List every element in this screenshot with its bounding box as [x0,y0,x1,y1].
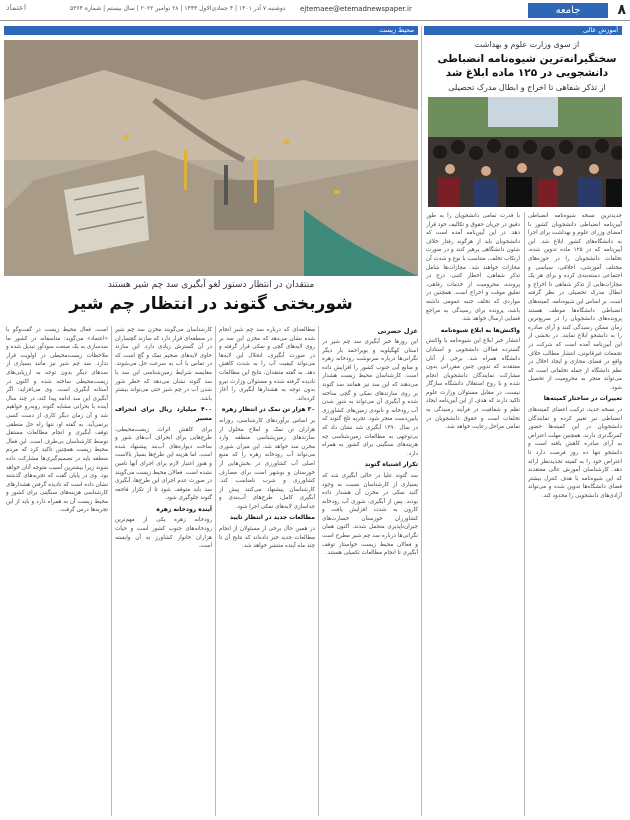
column-divider [318,326,319,816]
students-crowd-photo [428,97,622,207]
right-article-title[interactable]: سختگیرانه‌ترین شیوه‌نامه انضباطی دانشجویی در ۱۲۵ ماده ابلاغ شد [437,53,617,79]
section-tab[interactable]: جامعه [528,3,608,18]
body-text: برای کاهش اثرات زیست‌محیطی، طرح‌هایی برای انحراف آب‌های شور و ساخت دیواره‌های آب‌بند پیشنهاد شده است. اما هزینه این طرح‌ها بسیار بالاست و هنوز اعتبار لازم برای اجرای آنها تامین نشده است. فعالان محیط زیست می‌گویند در صورت عدم اجرای این طرح‌ها، آبگیری سد باید متوقف شود تا از تکرار فاجعه گتوند جلوگیری شود. [115,426,212,502]
subhead: ۴۰۰ میلیارد ریال برای انحراف مسیر [115,406,212,422]
body-text: در همین حال برخی از مسئولان از انجام مطالعات جدید خبر داده‌اند که نتایج آن تا چند ماه آینده منتشر خواهد شد. [219,526,315,550]
body-text: سد گتوند علیا در حالی آبگیری شد که بسیاری از کارشناسان نسبت به وجود گنبد نمکی در مخزن آن هشدار داده بودند. پس از آبگیری، شوری آب رودخانه کارون به شدت افزایش یافت و کشاورزان خوزستان خسارت‌های جبران‌ناپذیری متحمل شدند. اکنون همان نگرانی‌ها درباره سد چم شیر مطرح است و فعالان محیط زیست خواستار توقف آبگیری تا انجام مطالعات تکمیلی هستند. [322,472,418,557]
subhead: مطالعات جدید در انتظار تایید [229,514,315,522]
environment-column-2 [219,326,315,816]
body-text: است. فعال محیط زیست در گفت‌وگو با «اعتماد» می‌گوید: متاسفانه در کشور ما سدسازی به یک صنعت سودآور تبدیل شده و ملاحظات زیست‌محیطی در اولویت قرار ندارد. سد چم شیر نیز مانند بسیاری از سدهای دیگر بدون توجه به ارزیابی‌های زیست‌محیطی ساخته شده و اکنون در آستانه آبگیری است. وی می‌افزاید: اگر آبگیری این سد ادامه پیدا کند، در چند سال آینده با بحرانی مشابه گتوند روبه‌رو خواهیم شد و آن زمان دیگر کاری از دست کسی برنمی‌آید. به گفته او، تنها راه حل منطقی توقف آبگیری و انجام مطالعات مستقل توسط کارشناسان بی‌طرف است. این فعال محیط زیست همچنین تاکید کرد که مردم منطقه باید در تصمیم‌گیری‌ها مشارکت داده شوند زیرا بیشترین آسیب متوجه آنان خواهد بود. وی در پایان گفت که تجربه‌های گذشته نشان داده است که نادیده گرفتن هشدارهای کارشناسی هزینه‌های سنگینی برای کشور و محیط زیست آن به همراه دارد و باید از این تجربه‌ها درس گرفت. [6,327,108,514]
strip-education [424,26,622,35]
body-text: رودخانه زهره یکی از مهم‌ترین رودخانه‌های جنوب کشور است و حیات هزاران خانوار کشاورز به آن وابسته است. [115,517,212,550]
environment-column-3 [115,326,212,816]
body-text: جدیدترین نسخه شیوه‌نامه انضباطی آیین‌نامه انضباطی دانشجویان کشور با امضای وزرای علوم و بهداشت برای اجرا به دانشگاه‌های کشور ابلاغ شد. این آیین‌نامه که در ۱۲۵ ماده تدوین شده، تخلفات دانشجویان را در حوزه‌های مختلف آموزشی، اخلاقی، سیاسی و اجتماعی دسته‌بندی کرده و برای هر یک مجازات‌هایی از تذکر شفاهی تا اخراج و ابطال مدرک تحصیلی در نظر گرفته است. بر اساس این شیوه‌نامه، کمیته‌های انضباطی دانشگاه‌ها موظف هستند پرونده‌های دانشجویان را در سریع‌ترین زمان ممکن رسیدگی کنند و آرای صادره را به دانشجو ابلاغ نمایند. در بخشی از این آیین‌نامه آمده است که شرکت در تجمعات غیرقانونی، انتشار مطالب خلاف واقع در فضای مجازی و ایجاد اخلال در نظم دانشگاه از جمله تخلفاتی است که می‌تواند منجر به محرومیت از تحصیل شود. [528,213,622,391]
environment-column-4 [6,326,108,816]
page-header [0,0,630,21]
main-article-kicker: منتقدان در انتظار دستور لغو آبگیری سد چم شیر هستند [107,280,315,290]
strip-environment-label: محیط زیست [378,26,414,34]
right-article-kicker: از سوی وزارت علوم و بهداشت [474,40,580,49]
section-email[interactable]: ejtemaee@etemadnewspaper.ir [300,5,412,13]
right-article-subtitle: از تذکر شفاهی تا اخراج و ابطال مدرک تحصیلی [448,83,606,92]
subhead: ۳۰ هزار تن نمک در انتظار زهره [221,406,315,414]
body-text: کارشناسان می‌گویند مخزن سد چم شیر در منطقه‌ای قرار دارد که سازند گچساران در آن گسترش زیادی دارد. این سازند حاوی لایه‌های ضخیم نمک و گچ است که در تماس با آب به سرعت حل می‌شوند. مقایسه شرایط زمین‌شناسی این سد با سد گتوند نشان می‌دهد که خطر شور شدن آب در چم شیر حتی می‌تواند بیشتر باشد. [115,327,212,402]
column-divider [524,212,525,816]
column-divider [215,326,216,816]
education-column-1 [528,212,622,816]
body-text: با قدرت تمامی دانشجویان را به طور دقیق در جریان حقوق و تکالیف خود قرار دهد. در این آیین‌نامه آمده است که دانشجویان باید از هرگونه رفتار خلاف شئون دانشگاهی پرهیز کنند و در صورت ارتکاب تخلف، متناسب با نوع و شدت آن مجازات خواهند شد. مجازات‌ها شامل تذکر شفاهی، اخطار کتبی، درج در پرونده، محرومیت از خدمات رفاهی، تعلیق موقت و اخراج است. همچنین در مواردی که تخلف جنبه عمومی داشته باشد، پرونده برای رسیدگی به مراجع قضایی ارسال خواهد شد. [426,213,520,323]
body-text: این روزها خبر آبگیری سد چم شیر در استان کهگیلویه و بویراحمد بار دیگر نگرانی‌ها درباره سرنوشت رودخانه زهره و منابع آبی جنوب کشور را افزایش داده است. کارشناسان محیط زیست هشدار می‌دهند که این سد نیز همانند سد گتوند بر روی سازندهای نمکی و گچی ساخته شده و آبگیری آن می‌تواند به شور شدن آب رودخانه و نابودی زمین‌های کشاورزی پایین‌دست منجر شود. تجربه تلخ گتوند که در سال ۱۳۹۰ آبگیری شد نشان داد که بی‌توجهی به مطالعات زمین‌شناسی چه هزینه‌های سنگینی برای کشور به همراه دارد. [322,339,418,457]
environment-column-1 [322,338,418,816]
date-line: دوشنبه ۷ آذر ۱۴۰۱ | ۴ جمادی‌الاول ۱۴۴۴ | ۲۸ نوامبر ۲۰۲۲ | سال بیستم | شماره ۵۳۶۴ [70,5,286,12]
page-number: ۸ [617,2,626,18]
subhead: تکرار اشتباه گتوند [364,461,418,469]
column-divider [111,326,112,816]
main-article-title[interactable]: شوربختی گتوند در انتظار چم شیر [69,294,353,314]
body-text: مطالعه‌ای که درباره سد چم شیر انجام شده نشان می‌دهد که مخزن این سد بر روی لایه‌های گچی و نمکی قرار گرفته و در صورت آبگیری، انحلال این لایه‌ها می‌تواند کیفیت آب را به شدت کاهش دهد. به گفته منتقدان، نتایج این مطالعات نادیده گرفته شده و مسئولان وزارت نیرو بدون توجه به هشدارها آبگیری را آغاز کرده‌اند. [219,327,315,402]
subhead: آینده رودخانه زهره [156,505,212,513]
section-divider [421,26,422,816]
subhead: واکنش‌ها به ابلاغ شیوه‌نامه [440,326,520,334]
byline: غزل حضرتی [377,327,418,335]
strip-education-label: آموزش عالی [582,26,618,34]
education-column-2 [426,212,520,816]
chamshir-dam-photo [4,40,418,276]
body-text: در نسخه جدید، ترکیب اعضای کمیته‌های انضباطی نیز تغییر کرده و نمایندگان دانشجویان در این کمیته‌ها حضور کمرنگ‌تری دارند. همچنین مهلت اعتراض به آرای صادره کاهش یافته است و دانشجو تنها ده روز فرصت دارد تا اعتراض خود را به کمیته تجدیدنظر ارائه دهد. کارشناسان آموزش عالی معتقدند که این شیوه‌نامه با هدف کنترل بیشتر فضای دانشگاه‌ها تدوین شده و می‌تواند آزادی‌های دانشجویی را محدود کند. [528,407,622,499]
body-text: بر اساس برآوردهای کارشناسی، روزانه هزاران تن نمک و املاح محلول از سازندهای زمین‌شناسی منطقه وارد مخزن سد خواهد شد. این میزان شوری می‌تواند آب رودخانه زهره را که منبع اصلی آب کشاورزی در بخش‌هایی از خوزستان و بوشهر است برای مصارف کشاورزی و شرب نامناسب کند. کارشناسان پیشنهاد می‌کنند پیش از آبگیری کامل، طرح‌های آب‌بندی و جداسازی لایه‌های نمکی اجرا شود. [219,417,315,510]
body-text: انتشار خبر ابلاغ این شیوه‌نامه با واکنش گسترده فعالان دانشجویی و استادان دانشگاه همراه شد. برخی از آنان معتقدند که تدوین چنین مقرراتی بدون مشارکت نمایندگان دانشجویان انجام شده و با روح استقلال دانشگاه سازگار نیست. در مقابل مسئولان وزارت علوم تاکید دارند که هدف از این آیین‌نامه ایجاد نظم و شفافیت در فرآیند رسیدگی به تخلفات است و حقوق دانشجویان در تمامی مراحل رعایت خواهد شد. [426,338,520,431]
newspaper-logo: اعتماد [6,3,27,12]
strip-environment [4,26,418,35]
subhead: تغییرات در ساختار کمیته‌ها [543,395,622,403]
